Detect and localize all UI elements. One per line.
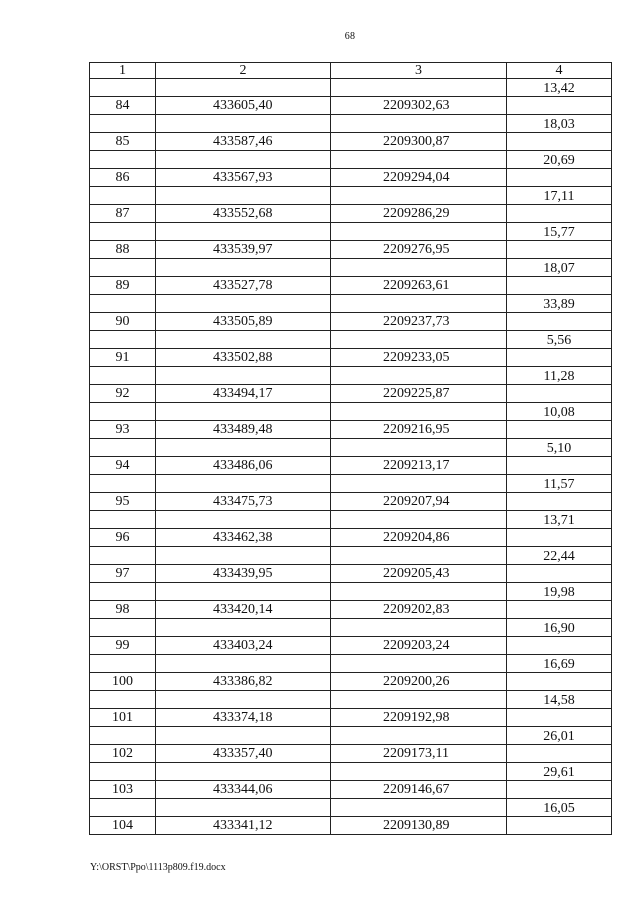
point-number-cell: 101 xyxy=(90,709,156,727)
empty-cell xyxy=(507,97,612,115)
table-row-point xyxy=(90,493,612,511)
empty-cell xyxy=(507,421,612,439)
x-coordinate-cell: 433489,48 xyxy=(156,421,331,439)
x-coordinate-cell: 433374,18 xyxy=(156,709,331,727)
empty-cell xyxy=(331,151,507,169)
y-coordinate-cell: 2209276,95 xyxy=(331,241,507,259)
table-row-segment xyxy=(90,691,612,709)
empty-cell xyxy=(90,799,156,817)
empty-cell xyxy=(156,79,331,97)
x-coordinate-cell: 433567,93 xyxy=(156,169,331,187)
empty-cell xyxy=(90,403,156,421)
y-coordinate-cell: 2209294,04 xyxy=(331,169,507,187)
empty-cell xyxy=(507,205,612,223)
empty-cell xyxy=(90,79,156,97)
table-row-point xyxy=(90,529,612,547)
y-coordinate-cell: 2209146,67 xyxy=(331,781,507,799)
table-row-segment xyxy=(90,151,612,169)
empty-cell xyxy=(331,799,507,817)
segment-length-cell: 16,90 xyxy=(507,619,612,637)
empty-cell xyxy=(156,259,331,277)
x-coordinate-cell: 433587,46 xyxy=(156,133,331,151)
table-row-segment xyxy=(90,187,612,205)
table-row-segment xyxy=(90,655,612,673)
table-row-point xyxy=(90,421,612,439)
point-number-cell: 102 xyxy=(90,745,156,763)
empty-cell xyxy=(331,547,507,565)
point-number-cell: 92 xyxy=(90,385,156,403)
coordinates-table xyxy=(89,62,612,835)
empty-cell xyxy=(156,691,331,709)
y-coordinate-cell: 2209207,94 xyxy=(331,493,507,511)
table-row-segment xyxy=(90,79,612,97)
table-row-segment xyxy=(90,799,612,817)
point-number-cell: 97 xyxy=(90,565,156,583)
empty-cell xyxy=(90,583,156,601)
x-coordinate-cell: 433502,88 xyxy=(156,349,331,367)
empty-cell xyxy=(90,619,156,637)
table-row-point xyxy=(90,817,612,835)
y-coordinate-cell: 2209192,98 xyxy=(331,709,507,727)
point-number-cell: 103 xyxy=(90,781,156,799)
table-row-point xyxy=(90,637,612,655)
header-col-2: 2 xyxy=(156,63,331,79)
empty-cell xyxy=(331,79,507,97)
segment-length-cell: 11,28 xyxy=(507,367,612,385)
point-number-cell: 86 xyxy=(90,169,156,187)
point-number-cell: 90 xyxy=(90,313,156,331)
table-row-point xyxy=(90,205,612,223)
x-coordinate-cell: 433539,97 xyxy=(156,241,331,259)
table-row-point xyxy=(90,781,612,799)
y-coordinate-cell: 2209204,86 xyxy=(331,529,507,547)
empty-cell xyxy=(156,367,331,385)
empty-cell xyxy=(156,619,331,637)
point-number-cell: 104 xyxy=(90,817,156,835)
table-row-segment xyxy=(90,295,612,313)
x-coordinate-cell: 433486,06 xyxy=(156,457,331,475)
point-number-cell: 93 xyxy=(90,421,156,439)
empty-cell xyxy=(156,763,331,781)
y-coordinate-cell: 2209213,17 xyxy=(331,457,507,475)
point-number-cell: 91 xyxy=(90,349,156,367)
empty-cell xyxy=(507,565,612,583)
point-number-cell: 84 xyxy=(90,97,156,115)
segment-length-cell: 16,05 xyxy=(507,799,612,817)
table-row-point xyxy=(90,709,612,727)
table-row-point xyxy=(90,565,612,583)
point-number-cell: 99 xyxy=(90,637,156,655)
empty-cell xyxy=(507,277,612,295)
y-coordinate-cell: 2209216,95 xyxy=(331,421,507,439)
empty-cell xyxy=(156,115,331,133)
table-row-point xyxy=(90,349,612,367)
segment-length-cell: 26,01 xyxy=(507,727,612,745)
empty-cell xyxy=(331,295,507,313)
segment-length-cell: 16,69 xyxy=(507,655,612,673)
empty-cell xyxy=(507,385,612,403)
empty-cell xyxy=(507,817,612,835)
empty-cell xyxy=(90,367,156,385)
point-number-cell: 98 xyxy=(90,601,156,619)
y-coordinate-cell: 2209302,63 xyxy=(331,97,507,115)
empty-cell xyxy=(507,601,612,619)
x-coordinate-cell: 433420,14 xyxy=(156,601,331,619)
empty-cell xyxy=(156,223,331,241)
table-row-point xyxy=(90,97,612,115)
segment-length-cell: 5,56 xyxy=(507,331,612,349)
empty-cell xyxy=(507,493,612,511)
segment-length-cell: 18,03 xyxy=(507,115,612,133)
segment-length-cell: 18,07 xyxy=(507,259,612,277)
x-coordinate-cell: 433462,38 xyxy=(156,529,331,547)
empty-cell xyxy=(507,781,612,799)
empty-cell xyxy=(156,655,331,673)
empty-cell xyxy=(331,763,507,781)
segment-length-cell: 19,98 xyxy=(507,583,612,601)
y-coordinate-cell: 2209173,11 xyxy=(331,745,507,763)
empty-cell xyxy=(331,511,507,529)
segment-length-cell: 13,42 xyxy=(507,79,612,97)
empty-cell xyxy=(331,475,507,493)
x-coordinate-cell: 433527,78 xyxy=(156,277,331,295)
empty-cell xyxy=(331,223,507,241)
table-row-segment xyxy=(90,223,612,241)
table-row-point xyxy=(90,241,612,259)
table-row-segment xyxy=(90,763,612,781)
page-number: 68 xyxy=(344,31,356,42)
x-coordinate-cell: 433341,12 xyxy=(156,817,331,835)
document-path-footer: Y:\ORST\Ppo\1113p809.f19.docx xyxy=(90,862,226,873)
table-row-point xyxy=(90,385,612,403)
table-row-segment xyxy=(90,511,612,529)
empty-cell xyxy=(90,439,156,457)
segment-length-cell: 17,11 xyxy=(507,187,612,205)
segment-length-cell: 5,10 xyxy=(507,439,612,457)
point-number-cell: 88 xyxy=(90,241,156,259)
table-row-segment xyxy=(90,403,612,421)
empty-cell xyxy=(507,241,612,259)
table-row-point xyxy=(90,133,612,151)
empty-cell xyxy=(507,133,612,151)
empty-cell xyxy=(507,349,612,367)
empty-cell xyxy=(156,151,331,169)
empty-cell xyxy=(507,529,612,547)
empty-cell xyxy=(90,655,156,673)
table-row-segment xyxy=(90,727,612,745)
empty-cell xyxy=(507,637,612,655)
header-col-3: 3 xyxy=(331,63,507,79)
table-row-segment xyxy=(90,331,612,349)
x-coordinate-cell: 433439,95 xyxy=(156,565,331,583)
empty-cell xyxy=(331,259,507,277)
header-col-1: 1 xyxy=(90,63,156,79)
table-row-segment xyxy=(90,583,612,601)
point-number-cell: 87 xyxy=(90,205,156,223)
x-coordinate-cell: 433494,17 xyxy=(156,385,331,403)
table-row-segment xyxy=(90,619,612,637)
table-row-segment xyxy=(90,547,612,565)
empty-cell xyxy=(507,673,612,691)
y-coordinate-cell: 2209233,05 xyxy=(331,349,507,367)
x-coordinate-cell: 433475,73 xyxy=(156,493,331,511)
segment-length-cell: 33,89 xyxy=(507,295,612,313)
empty-cell xyxy=(90,151,156,169)
empty-cell xyxy=(507,169,612,187)
point-number-cell: 96 xyxy=(90,529,156,547)
table-row-point xyxy=(90,673,612,691)
empty-cell xyxy=(331,691,507,709)
x-coordinate-cell: 433552,68 xyxy=(156,205,331,223)
point-number-cell: 94 xyxy=(90,457,156,475)
empty-cell xyxy=(90,115,156,133)
y-coordinate-cell: 2209130,89 xyxy=(331,817,507,835)
table-row-point xyxy=(90,601,612,619)
segment-length-cell: 10,08 xyxy=(507,403,612,421)
empty-cell xyxy=(90,223,156,241)
segment-length-cell: 15,77 xyxy=(507,223,612,241)
table-row-point xyxy=(90,277,612,295)
y-coordinate-cell: 2209202,83 xyxy=(331,601,507,619)
empty-cell xyxy=(156,295,331,313)
y-coordinate-cell: 2209203,24 xyxy=(331,637,507,655)
point-number-cell: 85 xyxy=(90,133,156,151)
empty-cell xyxy=(331,331,507,349)
empty-cell xyxy=(507,745,612,763)
y-coordinate-cell: 2209200,26 xyxy=(331,673,507,691)
empty-cell xyxy=(507,709,612,727)
empty-cell xyxy=(156,511,331,529)
empty-cell xyxy=(156,187,331,205)
table-header-row xyxy=(90,63,612,79)
empty-cell xyxy=(90,727,156,745)
table-row-segment xyxy=(90,259,612,277)
y-coordinate-cell: 2209237,73 xyxy=(331,313,507,331)
empty-cell xyxy=(331,619,507,637)
x-coordinate-cell: 433344,06 xyxy=(156,781,331,799)
empty-cell xyxy=(156,475,331,493)
empty-cell xyxy=(90,295,156,313)
segment-length-cell: 20,69 xyxy=(507,151,612,169)
header-col-4: 4 xyxy=(507,63,612,79)
empty-cell xyxy=(156,727,331,745)
empty-cell xyxy=(156,331,331,349)
table-row-segment xyxy=(90,475,612,493)
x-coordinate-cell: 433403,24 xyxy=(156,637,331,655)
empty-cell xyxy=(156,547,331,565)
x-coordinate-cell: 433386,82 xyxy=(156,673,331,691)
table-row-point xyxy=(90,745,612,763)
empty-cell xyxy=(331,655,507,673)
table-row-point xyxy=(90,457,612,475)
y-coordinate-cell: 2209300,87 xyxy=(331,133,507,151)
x-coordinate-cell: 433505,89 xyxy=(156,313,331,331)
segment-length-cell: 14,58 xyxy=(507,691,612,709)
empty-cell xyxy=(331,583,507,601)
empty-cell xyxy=(331,727,507,745)
segment-length-cell: 22,44 xyxy=(507,547,612,565)
empty-cell xyxy=(331,115,507,133)
segment-length-cell: 13,71 xyxy=(507,511,612,529)
empty-cell xyxy=(331,439,507,457)
point-number-cell: 100 xyxy=(90,673,156,691)
empty-cell xyxy=(156,799,331,817)
empty-cell xyxy=(90,259,156,277)
empty-cell xyxy=(507,457,612,475)
point-number-cell: 89 xyxy=(90,277,156,295)
empty-cell xyxy=(507,313,612,331)
empty-cell xyxy=(90,511,156,529)
empty-cell xyxy=(90,475,156,493)
y-coordinate-cell: 2209205,43 xyxy=(331,565,507,583)
empty-cell xyxy=(90,691,156,709)
table-row-point xyxy=(90,313,612,331)
table-row-segment xyxy=(90,115,612,133)
segment-length-cell: 29,61 xyxy=(507,763,612,781)
y-coordinate-cell: 2209263,61 xyxy=(331,277,507,295)
empty-cell xyxy=(331,367,507,385)
table-row-segment xyxy=(90,439,612,457)
point-number-cell: 95 xyxy=(90,493,156,511)
empty-cell xyxy=(156,403,331,421)
x-coordinate-cell: 433605,40 xyxy=(156,97,331,115)
empty-cell xyxy=(331,403,507,421)
empty-cell xyxy=(156,583,331,601)
x-coordinate-cell: 433357,40 xyxy=(156,745,331,763)
segment-length-cell: 11,57 xyxy=(507,475,612,493)
empty-cell xyxy=(331,187,507,205)
empty-cell xyxy=(90,187,156,205)
empty-cell xyxy=(90,763,156,781)
table-row-point xyxy=(90,169,612,187)
y-coordinate-cell: 2209225,87 xyxy=(331,385,507,403)
empty-cell xyxy=(156,439,331,457)
table-row-segment xyxy=(90,367,612,385)
empty-cell xyxy=(90,331,156,349)
y-coordinate-cell: 2209286,29 xyxy=(331,205,507,223)
empty-cell xyxy=(90,547,156,565)
